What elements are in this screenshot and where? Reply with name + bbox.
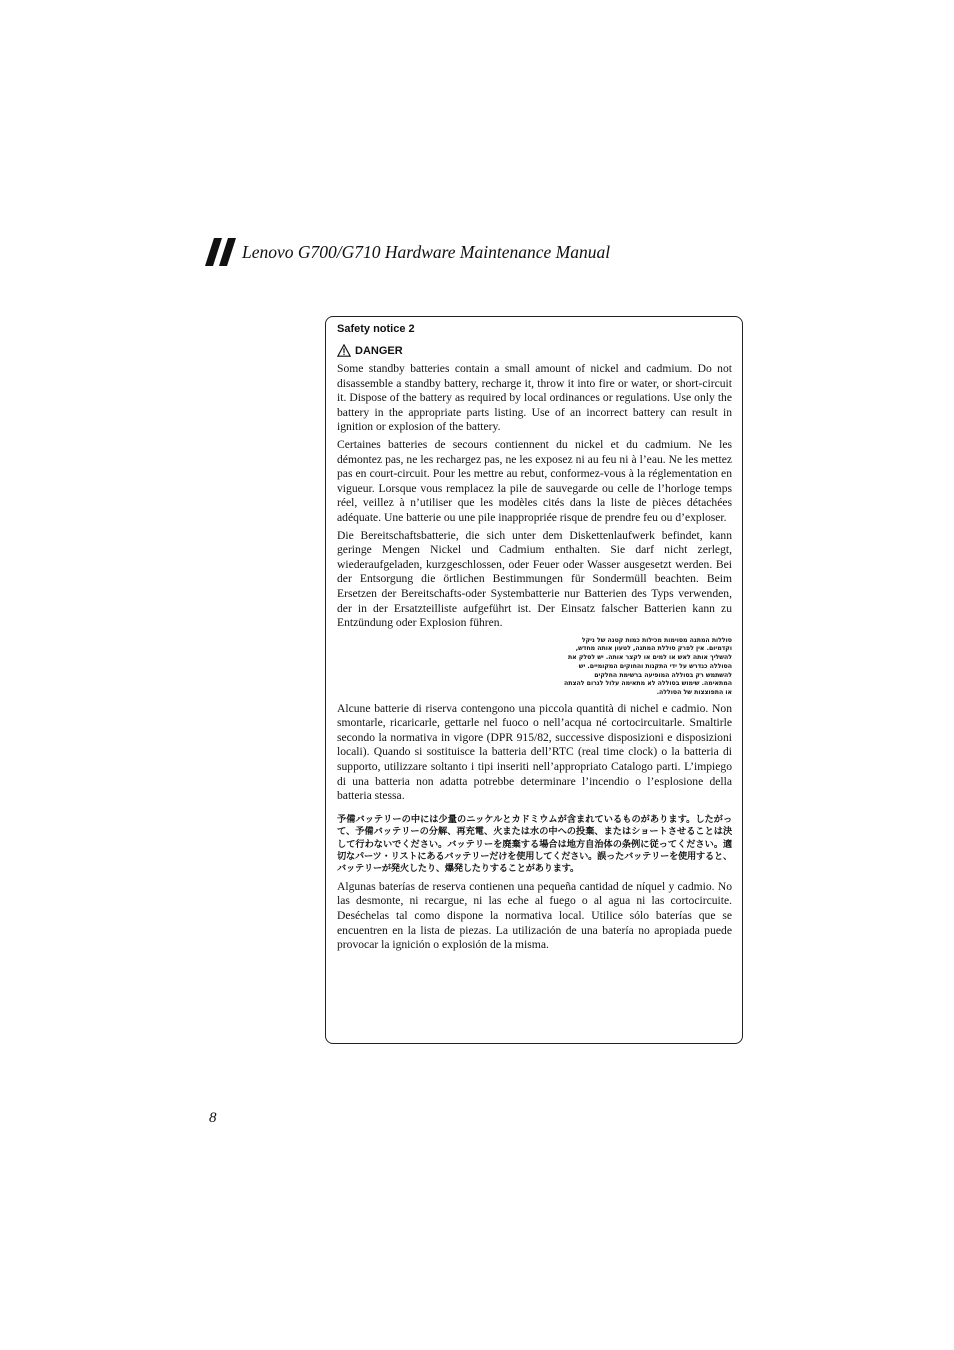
- safety-notice-box: [325, 316, 743, 1044]
- paragraph-english: Some standby batteries contain a small amount of nickel and cadmium. Do not disassemble a standby battery, recharge it, throw it into fire or water, or short-circuit it. Dispose of the battery as required by local ordinances or regulations. Use only the battery in the appropriate parts listing. Use of an incorrect battery can result in ignition or explosion of the battery.: [337, 362, 732, 434]
- double-slash-icon: [205, 238, 237, 266]
- manual-title: Lenovo G700/G710 Hardware Maintenance Manual: [242, 241, 611, 262]
- paragraph-hebrew: סוללות המתנה מסוימות מכילות כמות קטנה של ניקל וקדמיום. אין לפרק סוללת המתנה, לטעון אותה מחדש, להשליך אותה לאש או למים או לקצר אותה. יש לסלק את הסוללה כנדרש על ידי התקנות והחוקים המקומיים. יש להשתמש רק בסוללה המופיעה ברשימת החלקים המתאימה. שימוש בסוללה לא מתאימה עלול לגרום להצתה או התפוצצות של הסוללה.: [563, 636, 732, 696]
- paragraph-spanish: Algunas baterías de reserva contienen una pequeña cantidad de níquel y cadmio. No las desmonte, ni recargue, ni las eche al fuego o al agua ni las cortocircuite. Deséchelas tal como dispone la normativa local. Utilice sólo baterías que se encuentren en la lista de piezas. La utilización de una batería no apropiada puede provocar la ignición o explosión de la misma.: [337, 879, 732, 952]
- notice-title: Safety notice 2: [337, 323, 415, 335]
- warning-triangle-icon: [337, 344, 351, 357]
- paragraph-french: Certaines batteries de secours contiennent du nickel et du cadmium. Ne les démontez pas, ne les rechargez pas, ne les exposez ni au feu ni à l’eau. Ne les mettez pas en court-circuit. Pour les mettre au rebut, conformez-vous à la réglementation en vigueur. Lorsque vous remplacez la pile de sauvegarde ou celle de l’horloge temps réel, veillez à n’utiliser que les modèles cités dans la liste de pièces détachées adéquate. Une batterie ou une pile inappropriée risque de prendre feu ou d’exploser.: [337, 437, 732, 524]
- paragraph-japanese: 予備バッテリーの中には少量のニッケルとカドミウムが含まれているものがあります。したがって、予備バッテリーの分解、再充電、火または水の中への投棄、またはショートさせることは決して行わないでください。バッテリーを廃棄する場合は地方自治体の条例に従ってください。適切なパーツ・リストにあるバッテリーだけを使用してください。誤ったバッテリーを使用すると、バッテリーが発火したり、爆発したりすることがあります。: [337, 813, 732, 875]
- danger-label: DANGER: [355, 344, 403, 357]
- page-number: 8: [209, 1110, 217, 1126]
- danger-heading: [337, 344, 732, 357]
- paragraph-german: Die Bereitschaftsbatterie, die sich unter dem Diskettenlaufwerk befindet, kann geringe Mengen Nickel und Cadmium enthalten. Sie darf nicht zerlegt, wiederaufgeladen, kurzgeschlossen, oder Feuer oder Wasser ausgesetzt werden. Bei der Entsorgung die örtlichen Bestimmungen für Sondermüll beachten. Beim Ersetzen der Bereitschafts-oder Systembatterie nur Batterien des Typs verwenden, der in der Ersatzteilliste aufgeführt ist. Der Einsatz falscher Batterien kann zu Entzündung oder Explosion führen.: [337, 528, 732, 630]
- paragraph-italian: Alcune batterie di riserva contengono una piccola quantità di nichel e cadmio. Non smontarle, ricaricarle, gettarle nel fuoco o nell’acqua né cortocircuitarle. Smaltirle secondo la normativa in vigore (DPR 915/82, successive disposizioni e disposizioni locali). Quando si sostituisce la batteria dell’RTC (real time clock) o la batteria di supporto, utilizzare soltanto i tipi inseriti nell’appropriato Catalogo parti. L’impiego di una batteria non adatta potrebbe determinare l’incendio o l’esplosione della batteria stessa.: [337, 701, 732, 803]
- page-header: [205, 238, 610, 266]
